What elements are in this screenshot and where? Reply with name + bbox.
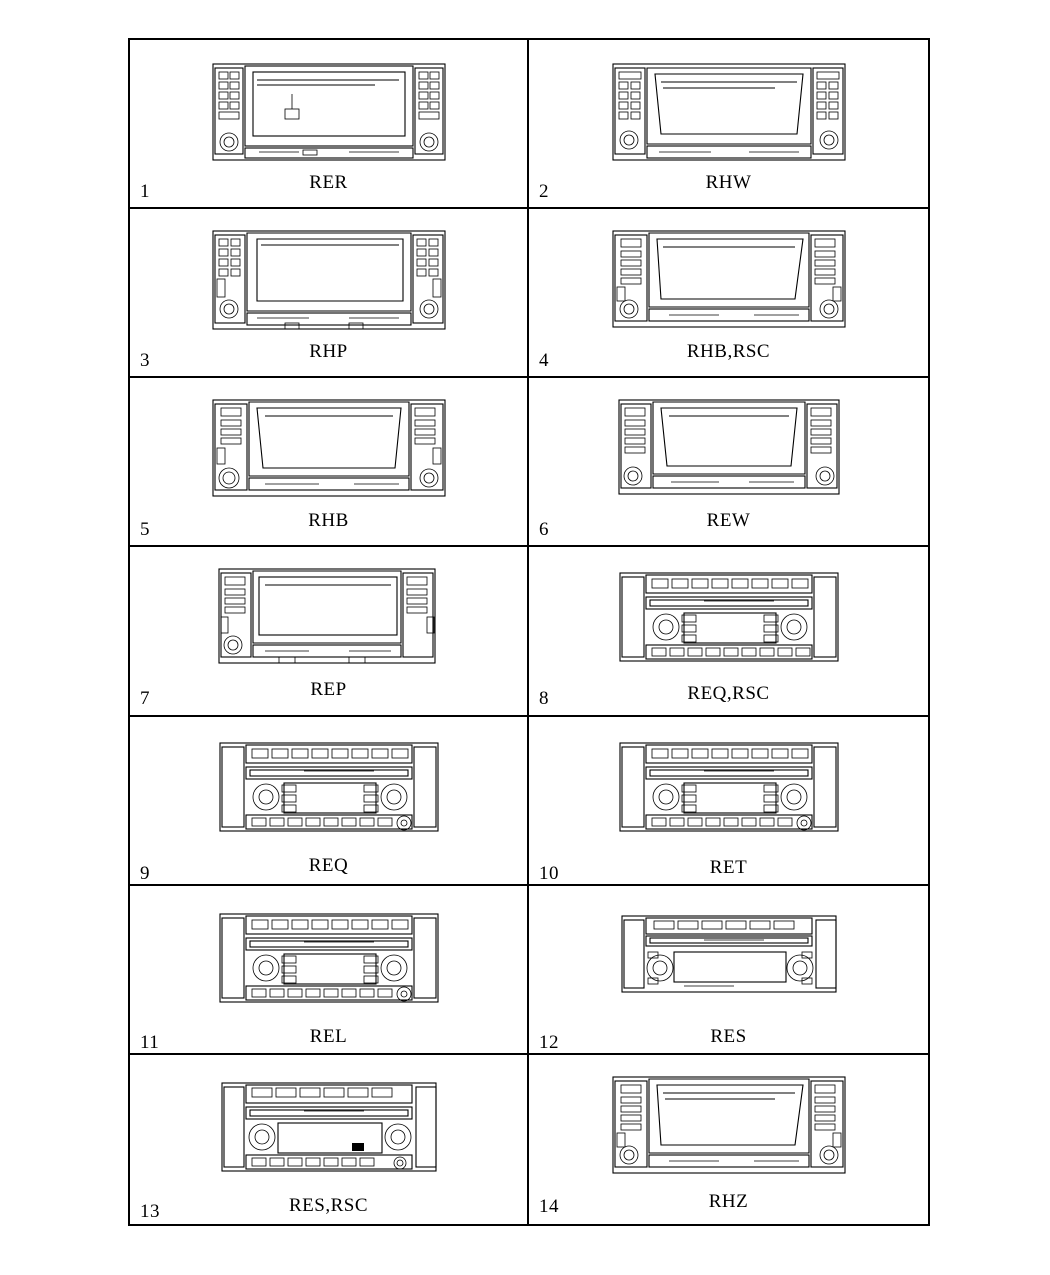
nav-radio-drawing [199,54,459,174]
radio-image-2 [529,54,928,174]
figure-cell-5 [130,378,529,547]
nav-radio-drawing [599,223,859,343]
figure-cell-7 [130,547,529,716]
callout-number-1: 1 [140,181,150,202]
figure-cell-2 [529,40,928,209]
sales-code-label-2: RHW [705,172,752,193]
sales-code-label-13: RES,RSC [288,1194,368,1216]
cd-radio-drawing [204,735,454,845]
callout-number-12: 12 [539,1031,559,1053]
radio-image-4 [529,223,928,343]
radio-image-7 [130,561,527,681]
nav-radio-drawing [599,54,859,174]
sales-code-label-14: RHZ [708,1190,749,1212]
sales-code-label-11: REL [309,1025,348,1047]
cd-radio-drawing [604,908,854,1008]
figure-cell-1 [130,40,529,209]
nav-radio-drawing [199,223,459,343]
cd-radio-drawing [604,565,854,675]
callout-number-4: 4 [539,350,549,372]
cd-radio-drawing [604,735,854,845]
figure-cell-12 [529,886,928,1055]
cd-radio-drawing [204,906,454,1016]
callout-number-8: 8 [539,688,549,710]
sales-code-label-6: REW [706,510,751,532]
callout-number-5: 5 [140,519,150,541]
callout-number-6: 6 [539,519,549,541]
figure-cell-13 [130,1055,529,1224]
sales-code-label-8: REQ,RSC [687,683,770,705]
radio-image-12 [529,908,928,1008]
radio-image-9 [130,735,527,845]
sales-code-label-1: RER [309,172,348,193]
illustration-sheet [128,38,930,1226]
callout-number-11: 11 [140,1031,160,1053]
figure-cell-14 [529,1055,928,1224]
nav-radio-drawing [199,561,459,681]
sales-code-label-4: RHB,RSC [686,341,771,363]
sales-code-label-5: RHB [308,510,349,532]
radio-image-5 [130,392,527,512]
sales-code-label-3: RHP [309,341,348,363]
figure-cell-3 [130,209,529,378]
nav-radio-drawing [599,392,859,512]
callout-number-3: 3 [140,350,150,372]
figure-cell-6 [529,378,928,547]
callout-number-7: 7 [140,688,150,710]
sales-code-label-12: RES [710,1025,747,1047]
radio-image-3 [130,223,527,343]
radio-image-13 [130,1075,527,1185]
sales-code-label-9: REQ [308,854,349,876]
callout-number-2: 2 [539,181,549,202]
figure-cell-9 [130,717,529,886]
radio-image-6 [529,392,928,512]
radio-image-14 [529,1069,928,1189]
nav-radio-drawing [599,1069,859,1189]
radio-image-8 [529,565,928,675]
radio-image-10 [529,735,928,845]
figure-cell-8 [529,547,928,716]
figure-cell-11 [130,886,529,1055]
figure-cell-10 [529,717,928,886]
callout-number-9: 9 [140,862,150,884]
figure-cell-4 [529,209,928,378]
nav-radio-drawing [199,392,459,512]
callout-number-13: 13 [140,1200,160,1222]
sales-code-label-10: RET [709,856,748,878]
radio-image-1 [130,54,527,174]
cd-radio-drawing [204,1075,454,1185]
callout-number-10: 10 [539,862,559,884]
radio-image-11 [130,906,527,1016]
callout-number-14: 14 [539,1195,559,1217]
sales-code-label-7: REP [310,679,347,701]
